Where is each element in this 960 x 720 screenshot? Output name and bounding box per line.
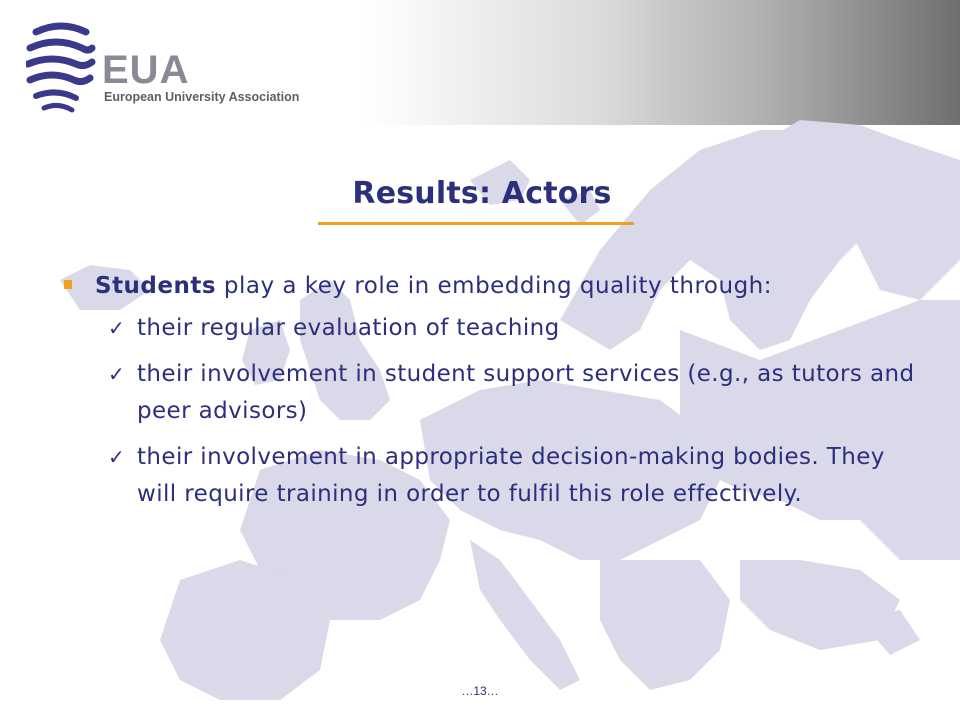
- slide-content: [60, 268, 930, 522]
- eua-globe-icon: [26, 18, 96, 114]
- logo-full-name: European University Association: [104, 90, 300, 104]
- title-underline: [318, 222, 634, 225]
- main-bullet: [60, 268, 930, 305]
- bullet-text: play a key role in embedding quality through:: [216, 273, 773, 299]
- eua-logo: [26, 18, 300, 118]
- logo-acronym: EUA: [102, 48, 190, 92]
- sub-bullet-text: their involvement in student support services (e.g., as tutors and peer advisors): [137, 361, 915, 424]
- sub-bullet-item: [60, 310, 930, 347]
- page-number: …13…: [461, 684, 499, 698]
- sub-bullet-text: their regular evaluation of teaching: [137, 315, 560, 341]
- bullet-lead: Students: [95, 273, 217, 299]
- checkmark-icon: ✓: [108, 316, 126, 340]
- sub-bullet-text: their involvement in appropriate decision-making bodies. They will require training in order to fulfil this role effectively.: [137, 444, 885, 507]
- sub-bullet-item: [60, 356, 930, 430]
- orange-square-icon: [64, 280, 72, 289]
- sub-bullet-list: [60, 310, 930, 513]
- slide-title: Results: Actors: [352, 176, 612, 211]
- checkmark-icon: ✓: [108, 362, 126, 386]
- checkmark-icon: ✓: [108, 445, 126, 469]
- sub-bullet-item: [60, 439, 930, 513]
